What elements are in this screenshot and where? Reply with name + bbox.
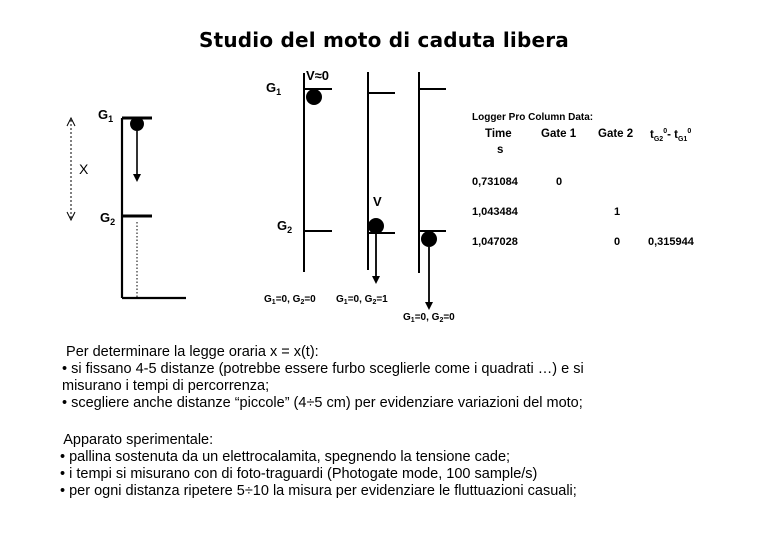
header-time-unit: s [497,144,504,156]
header-time: Time [485,128,512,140]
table-title: Logger Pro Column Data: [472,112,594,123]
frame3-ball [421,231,437,247]
frame3 [419,72,446,306]
text-block-2 [60,432,577,500]
text-line: misurano i tempi di percorrenza; [62,378,270,394]
text-line: • pallina sostenuta da un elettrocalamita, spegnendo la tensione cade; [60,449,511,465]
text-line: • scegliere anche distanze “piccole” (4÷5 cm) per evidenziare variazioni del moto; [62,395,583,411]
left-apparatus [67,117,186,298]
table-cell-time: 1,043484 [472,206,518,218]
text-line: Per determinare la legge oraria x = x(t): [62,344,319,360]
text-block-1 [62,344,584,412]
middle-g1-label: $G_1$ [266,80,282,97]
v-label: V [373,194,382,209]
frame1 [304,73,332,272]
header-diff: $t_{G2}^0-$ $t_{G1}^0$ [650,128,692,143]
text-line: • per ogni distanza ripetere 5÷10 la misura per evidenziare le fluttuazioni casuali; [60,483,577,499]
page-title: Studio del moto di caduta libera [198,28,570,52]
frame2-ball [368,218,384,234]
left-g2-label: $G_2$ [100,210,116,227]
text-line: Apparato sperimentale: [60,432,214,448]
frame2-caption: $G_1=0$, $G_2=1$ [336,294,388,306]
table-cell-diff: 0,315944 [648,236,694,248]
text-line: • si fissano 4-5 distanze (potrebbe essere furbo sceglierle come i quadrati …) e si [62,361,584,377]
v0-label: V≈0 [306,68,330,83]
frame2 [368,72,395,280]
header-gate2: Gate 2 [598,128,634,140]
table-cell-time: 0,731084 [472,176,518,188]
left-g1-label: $G_1$ [98,107,114,124]
table-cell-gate2: 1 [614,206,621,218]
frame1-caption: $G_1=0$, $G_2=0$ [264,294,316,306]
middle-g2-label: $G_2$ [277,218,293,235]
left-ball [130,117,144,131]
table-cell-time: 1,047028 [472,236,518,248]
frame1-ball [306,89,322,105]
x-label: X [79,161,89,177]
header-gate1: Gate 1 [541,128,577,140]
table-cell-gate2: 0 [614,236,621,248]
table-cell-gate1: 0 [556,176,563,188]
text-line: • i tempi si misurano con di foto-traguardi (Photogate mode, 100 sample/s) [60,466,538,482]
frame3-caption: $G_1=0$, $G_2=0$ [403,312,455,324]
